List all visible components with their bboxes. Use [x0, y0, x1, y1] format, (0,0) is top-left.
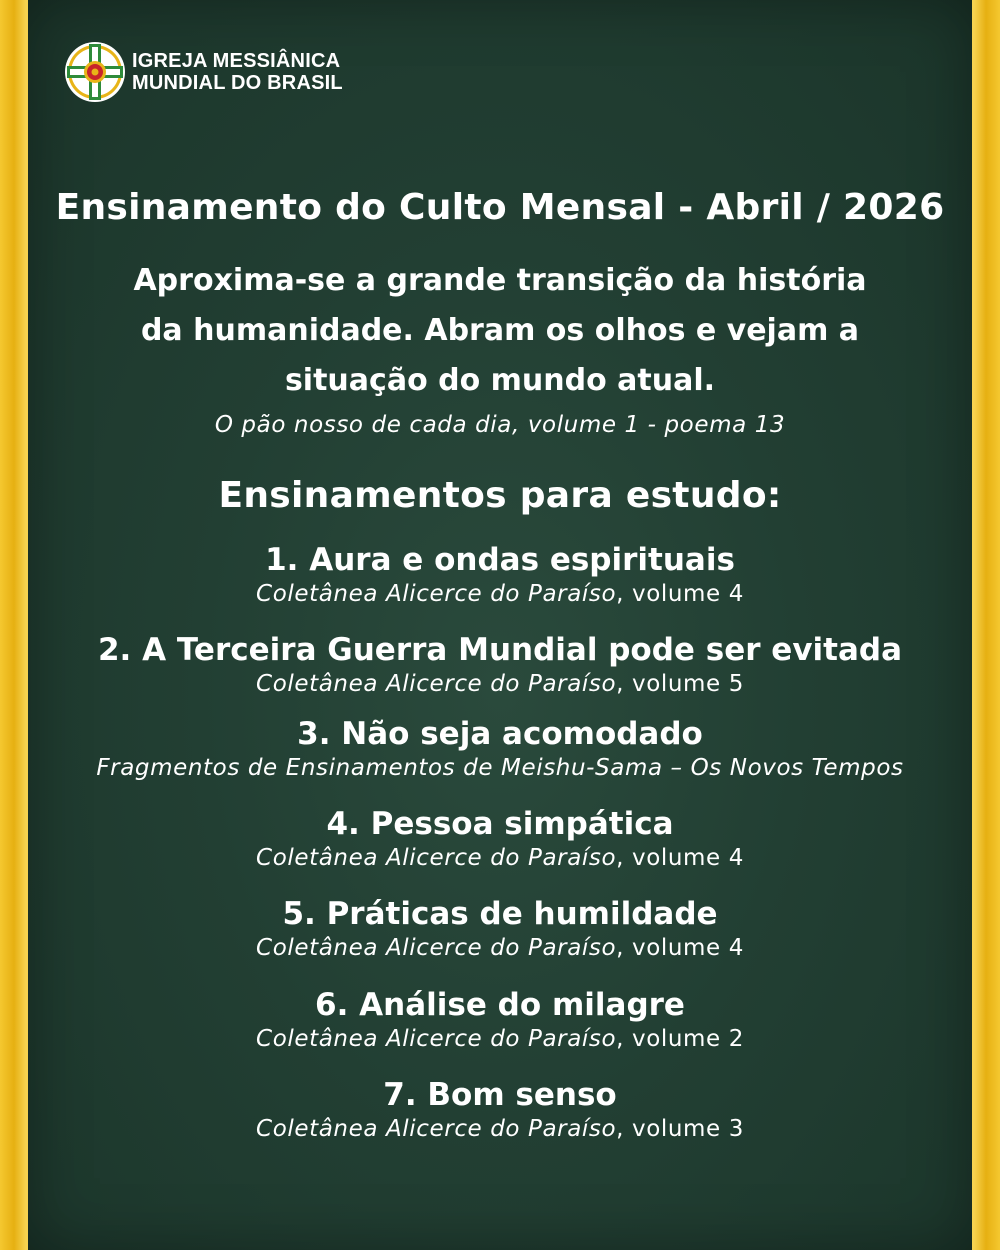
source-volume: , volume 2	[616, 1026, 744, 1052]
church-logo	[64, 41, 343, 103]
study-item	[28, 1076, 972, 1144]
study-item	[28, 631, 972, 699]
study-item	[28, 715, 972, 783]
study-item	[28, 986, 972, 1054]
logo-line-2: MUNDIAL DO BRASIL	[132, 72, 343, 94]
study-item-source	[28, 933, 972, 963]
source-book: Coletânea Alicerce do Paraíso	[256, 671, 617, 697]
source-volume: , volume 3	[616, 1116, 744, 1142]
study-item	[28, 895, 972, 963]
study-item-title: 4. Pessoa simpática	[326, 806, 674, 842]
quote-source: O pão nosso de cada dia, volume 1 - poema 13	[214, 412, 786, 438]
source-volume: , volume 4	[616, 845, 744, 871]
quote-line: da humanidade. Abram os olhos e vejam a	[140, 313, 860, 348]
study-item-title: 1. Aura e ondas espirituais	[265, 542, 735, 578]
source-book: Fragmentos de Ensinamentos de Meishu-Sama – Os Novos Tempos	[96, 755, 904, 781]
source-book: Coletânea Alicerce do Paraíso	[256, 845, 617, 871]
study-item	[28, 805, 972, 873]
quote-line: Aproxima-se a grande transição da história	[133, 263, 867, 298]
source-book: Coletânea Alicerce do Paraíso	[256, 1026, 617, 1052]
study-heading: Ensinamentos para estudo:	[218, 475, 782, 516]
source-book: Coletânea Alicerce do Paraíso	[256, 1116, 617, 1142]
source-volume: , volume 4	[616, 935, 744, 961]
study-item-source	[28, 753, 972, 783]
study-item	[28, 541, 972, 609]
logo-wordmark	[132, 50, 343, 94]
chalkboard-panel	[28, 0, 972, 1250]
logo-line-1: IGREJA MESSIÂNICA	[132, 50, 341, 72]
study-item-title: 7. Bom senso	[383, 1077, 617, 1113]
study-item-title: 5. Práticas de humildade	[282, 896, 718, 932]
teaching-quote	[28, 256, 972, 406]
study-item-source	[28, 843, 972, 873]
page-title: Ensinamento do Culto Mensal - Abril / 2026	[55, 187, 945, 228]
study-item-source	[28, 1024, 972, 1054]
study-item-title: 6. Análise do milagre	[315, 987, 685, 1023]
study-item-source	[28, 1114, 972, 1144]
cross-emblem-icon	[64, 41, 126, 103]
source-book: Coletânea Alicerce do Paraíso	[256, 581, 617, 607]
study-item-title: 2. A Terceira Guerra Mundial pode ser evitada	[97, 632, 903, 668]
study-item-source	[28, 579, 972, 609]
source-volume: , volume 4	[616, 581, 744, 607]
quote-line: situação do mundo atual.	[284, 363, 716, 398]
study-item-source	[28, 669, 972, 699]
source-volume: , volume 5	[616, 671, 744, 697]
source-book: Coletânea Alicerce do Paraíso	[256, 935, 617, 961]
study-item-title: 3. Não seja acomodado	[297, 716, 703, 752]
